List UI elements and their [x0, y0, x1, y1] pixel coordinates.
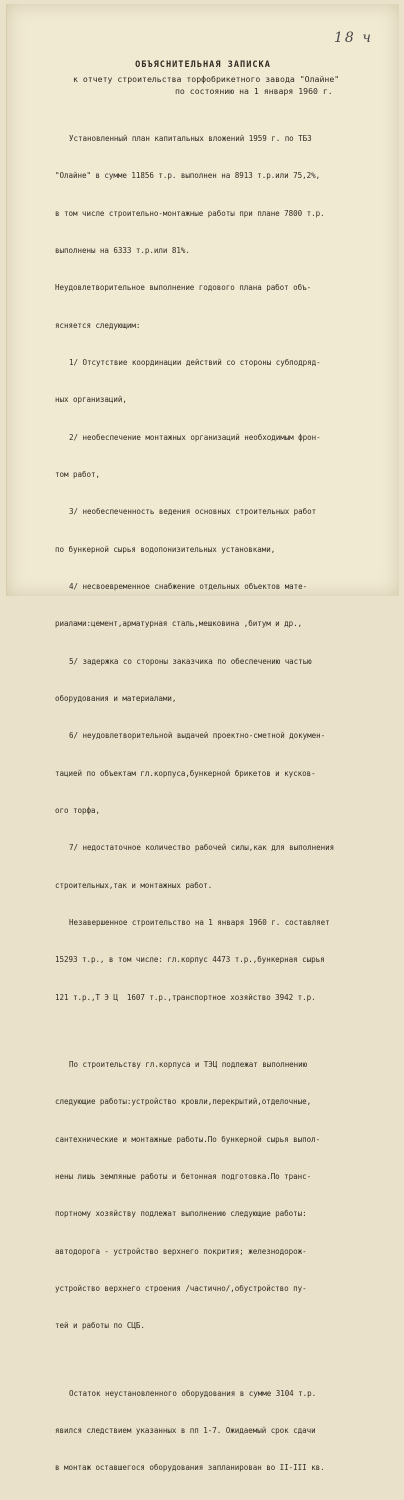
body-line: явился следствием указанных в пп 1-7. Ожидаемый срок сдачи [55, 1426, 316, 1436]
body-line: Неудовлетворительное выполнение годового плана работ объ- [55, 283, 312, 293]
body-line: ных организаций, [55, 395, 127, 405]
body-line: 3/ необеспеченность ведения основных строительных работ [69, 507, 317, 517]
body-line: сантехнические и монтажные работы.По бункерной сырья выпол- [55, 1134, 321, 1144]
document-body [55, 108, 397, 1500]
body-line: по бункерной сырья водопонизительных установками, [55, 544, 276, 554]
body-line: По строительству гл.корпуса и ТЭЦ подлежат выполнению [69, 1060, 308, 1070]
body-line: тей и работы по СЦБ. [55, 1321, 145, 1331]
body-line: 6/ неудовлетворительной выдачей проектно-сметной докумен- [69, 731, 326, 741]
body-line: Остаток неустановленного оборудования в сумме 3104 т.р. [69, 1388, 317, 1398]
paragraph-gap [55, 1358, 397, 1363]
body-line: 15293 т.р., в том числе: гл.корпус 4473 т.р.,бункерная сырья [55, 955, 325, 965]
body-line: 121 т.р.,Т Э Ц 1607 т.р.,транспортное хозяйство 3942 т.р. [55, 992, 316, 1002]
body-line: том работ, [55, 470, 100, 479]
body-line: выполнены на 6333 т.р.или 81%. [55, 245, 190, 255]
body-line: в том числе строительно-монтажные работы при плане 7800 т.р. [55, 208, 325, 218]
body-line: в монтаж оставшегося оборудования запланирован во II-III кв. [55, 1463, 325, 1473]
document-subtitle-line-1: к отчету строительства торфобрикетного завода "Олайне" [73, 74, 340, 84]
body-line: устройство верхнего строения /частично/,обустройство пу- [55, 1284, 307, 1294]
body-line: 4/ несвоевременное снабжение отдельных объектов мате- [69, 582, 308, 592]
body-line: 7/ недостаточное количество рабочей силы,как для выполнения [69, 843, 335, 853]
body-line: строительных,так и монтажных работ. [55, 880, 213, 890]
body-line: риалами:цемент,арматурная сталь,мешковина ,битум и др., [55, 619, 303, 629]
body-line: Установленный план капитальных вложений 1959 г. по ТБЗ [69, 133, 312, 143]
body-line: следующие работы:устройство кровли,перекрытий,отделочные, [55, 1097, 312, 1107]
document-page [6, 4, 399, 1473]
document-title: ОБЪЯСНИТЕЛЬНАЯ ЗАПИСКА [135, 60, 271, 70]
body-line: автодорога - устройство верхнего покрития; железнодорож- [55, 1246, 307, 1256]
body-line: ясняется следующим: [55, 320, 141, 330]
body-line: портному хозяйству подлежат выполнению следующие работы: [55, 1209, 307, 1219]
handwritten-page-number: 18 ч [334, 30, 373, 46]
body-line: оборудования и материалами, [55, 694, 177, 704]
body-line: тацией по объектам гл.корпуса,бункерной брикетов и кусков- [55, 768, 316, 778]
body-line: нены лишь земляные работы и бетонная подготовка.По транс- [55, 1172, 312, 1182]
body-line: 1/ Отсутствие координации действий со стороны субподряд- [69, 357, 321, 367]
body-line: Незавершенное строительство на 1 января 1960 г. составляет [69, 918, 330, 928]
body-line: 2/ необеспечение монтажных организаций необходимым фрон- [69, 432, 321, 442]
paragraph-gap [55, 1029, 397, 1034]
body-line: ого торфа, [55, 806, 100, 816]
document-subtitle-line-2: по состоянию на 1 января 1960 г. [175, 86, 333, 96]
body-line: "Олайне" в сумме 11856 т.р. выполнен на 8913 т.р.или 75,2%, [55, 171, 321, 181]
body-line: 5/ задержка со стороны заказчика по обеспечению частью [69, 656, 312, 666]
